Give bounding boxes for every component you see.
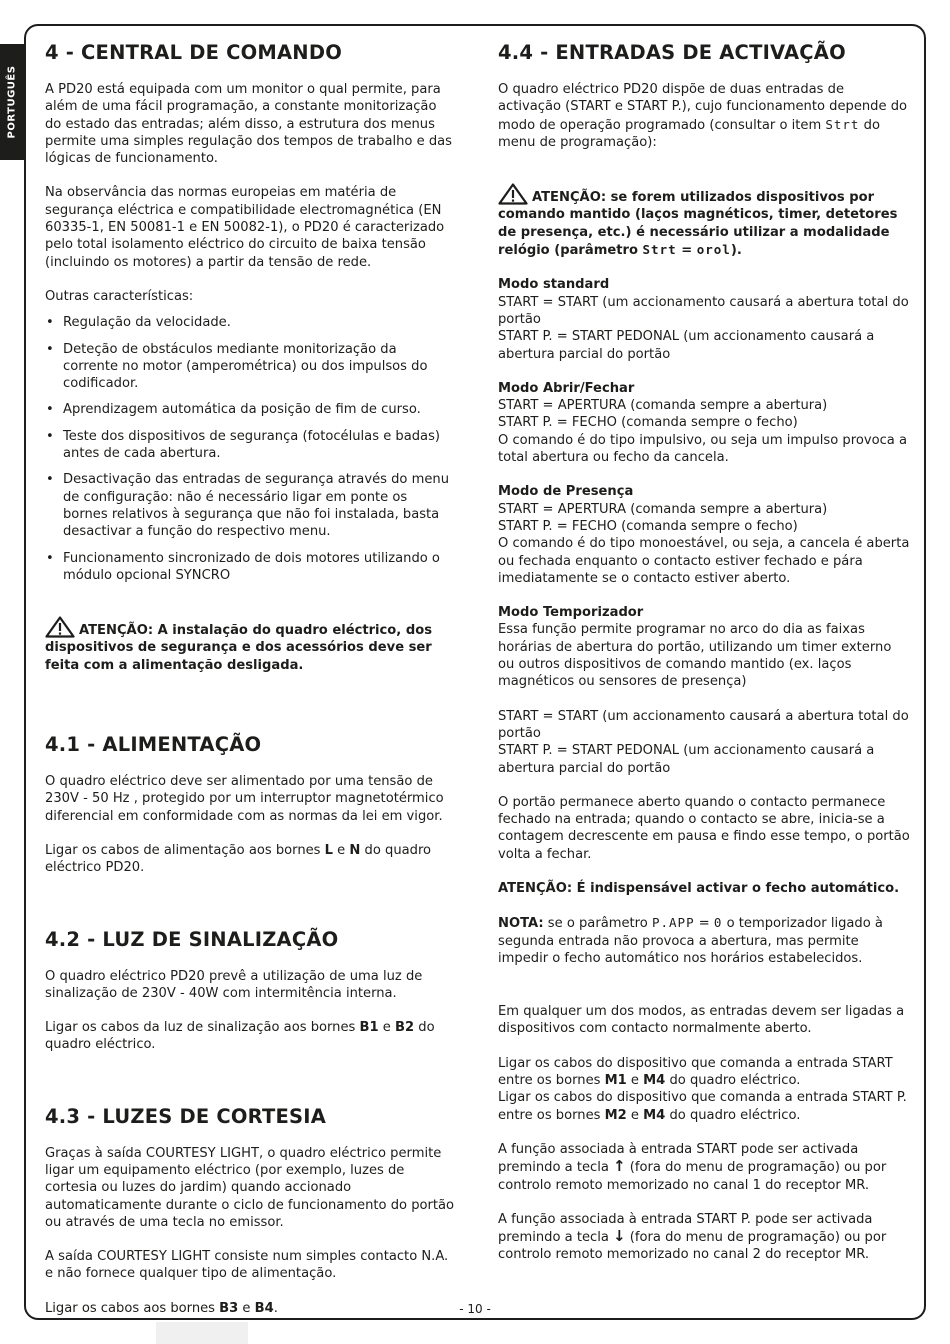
warning-note (45, 616, 455, 674)
terminal-label: M4 (643, 1073, 666, 1089)
section-title-4-4: 4.4 - ENTRADAS DE ACTIVAÇÃO (498, 41, 846, 64)
text: e (378, 1020, 396, 1036)
mode-title: Modo standard (498, 277, 610, 293)
terminal-label: M2 (604, 1107, 627, 1123)
paragraph: Na observância das normas europeias em matéria de segurança eléctrica e compatibilidade electromagnética (EN 60335-1, EN 50081-1 e EN 50082-1), o PD20 é caracterizado pelo total isolamento eléctrico do circuito de baixa tensão (incluindo os motores) a partir da tensão de rede. (45, 185, 445, 270)
terminal-label: M1 (604, 1073, 627, 1089)
terminal-label: B2 (395, 1020, 415, 1036)
paragraph: Essa função permite programar no arco do dia as faixas horárias de abertura do portão, utilizando um timer externo ou outros dispositivos de comando mantido (ex. laços magnéticos ou sensores de presença) (498, 622, 892, 690)
paragraph: START P. = FECHO (comanda sempre o fecho) (498, 415, 798, 431)
display-code: Strt (825, 116, 860, 132)
warning-icon (45, 616, 75, 638)
text: A função associada à entrada START P. pode ser activada premindo a tecla (498, 1211, 873, 1246)
mode-title: Modo Temporizador (498, 605, 644, 621)
text: Ligar os cabos aos bornes (45, 1300, 220, 1316)
paragraph: O portão permanece aberto quando o contacto permanece fechado na entrada; quando o contacto se abre, inicia-se a contagem decrescente em pausa e findo esse tempo, o portão volta a fechar. (498, 794, 910, 862)
paragraph: START = APERTURA (comanda sempre a abertura) (498, 501, 828, 517)
warning-text: ATENÇÃO: É indispensável activar o fecho automático. (498, 880, 900, 896)
terminal-label: L (324, 842, 334, 858)
text: do quadro eléctrico PD20. (45, 842, 432, 876)
arrow-down-icon: ↓ (613, 1227, 626, 1246)
text: o temporizador ligado à segunda entrada não provoca a abertura, mas permite impedir o fecho automático nos horários estabelecidos. (498, 916, 883, 966)
terminal-label: N (349, 842, 361, 858)
page-number: - 10 - (459, 1302, 491, 1316)
paragraph: O quadro eléctrico deve ser alimentado por uma tensão de 230V - 50 Hz , protegido por um interruptor magnetotérmico diferencial em conformidade com as normas da lei em vigor. (45, 774, 444, 824)
paragraph: START P. = START PEDONAL (um accionamento causará a abertura parcial do portão (498, 743, 875, 776)
list-item: • Desactivação das entradas de segurança através do menu de configuração: não é necessário ligar em ponte os bornes relativos à segurança que não foi instalada, basta desactivar a função do respectivo menu. (45, 471, 455, 540)
display-code: 0 (713, 915, 723, 931)
text: . (273, 1300, 278, 1316)
paragraph: A PD20 está equipada com um monitor o qual permite, para além de uma fácil programação, a constante monitorização do estado das entradas; além disso, a estrutura dos menus permite uma simples regulação dos tempos de trabalho e das lógicas de funcionamento. (45, 82, 452, 167)
section-title-4-1: 4.1 - ALIMENTAÇÃO (45, 733, 262, 757)
paragraph: Em qualquer um dos modos, as entradas devem ser ligadas a dispositivos com contacto normalmente aberto. (498, 1004, 905, 1037)
list-item: • Deteção de obstáculos mediante monitorização da corrente no motor (amperométrica) ou dos impulsos do codificador. (45, 341, 455, 393)
paragraph (45, 1019, 455, 1054)
section-title-4-3: 4.3 - LUZES DE CORTESIA (45, 1104, 327, 1128)
left-column (45, 40, 455, 1317)
mode-title: Modo Abrir/Fechar (498, 380, 635, 396)
text: = (694, 916, 714, 932)
note-label: NOTA: (498, 916, 544, 932)
language-tab (0, 44, 24, 160)
display-code: P.APP (651, 915, 695, 931)
text: (fora do menu de programação) ou por controlo remoto memorizado no canal 1 do receptor MR. (498, 1160, 887, 1193)
arrow-up-icon: ↑ (613, 1157, 626, 1176)
text: = (676, 243, 697, 259)
warning-note (498, 183, 910, 259)
text: Ligar os cabos da luz de sinalização aos bornes (45, 1020, 360, 1036)
warning-icon (498, 183, 528, 205)
text: O quadro eléctrico PD20 dispõe de duas entradas de activação (START e START P.), cujo funcionamento depende do modo de operação programado (consultar o item (498, 82, 908, 133)
text: (fora do menu de programação) ou por controlo remoto memorizado no canal 2 do receptor MR. (498, 1230, 887, 1263)
text: do menu de programação): (498, 117, 880, 150)
paragraph (45, 842, 455, 877)
text: se o parâmetro (543, 916, 652, 932)
paragraph: START P. = START PEDONAL (um accionamento causará a abertura parcial do portão (498, 329, 875, 362)
right-column (498, 40, 910, 1264)
text: do quadro eléctrico. (45, 1020, 435, 1053)
paragraph: O comando é do tipo impulsivo, ou seja um impulso provoca a total abertura ou fecho da cancela. (498, 432, 907, 466)
note-paragraph (498, 914, 910, 967)
display-code: Strt (642, 242, 677, 258)
paragraph: START = APERTURA (comanda sempre a abertura) (498, 398, 828, 414)
warning-text: ATENÇÃO: A instalação do quadro eléctrico, dos dispositivos de segurança e dos acessórios deve ser feita com a alimentação desligada. (45, 623, 432, 673)
display-code: orol (696, 242, 731, 258)
text: do quadro eléctrico. (665, 1107, 801, 1123)
text: do quadro eléctrico. (665, 1073, 801, 1089)
text: e (238, 1300, 255, 1316)
paragraph (498, 1211, 910, 1264)
text: Ligar os cabos de alimentação aos bornes (45, 842, 325, 858)
list-item: • Aprendizagem automática da posição de fim de curso. (45, 401, 455, 418)
text: A função associada à entrada START pode ser activada premindo a tecla (498, 1141, 859, 1176)
paragraph (498, 1141, 910, 1194)
paragraph: O quadro eléctrico PD20 prevê a utilização de uma luz de sinalização de 230V - 40W com intermitência interna. (45, 968, 423, 1001)
paragraph: START P. = FECHO (comanda sempre o fecho) (498, 518, 798, 534)
list-item: • Regulação da velocidade. (45, 314, 455, 331)
paragraph: O comando é do tipo monoestável, ou seja, a cancela é aberta ou fechada enquanto o contacto estiver fechado e pára imediatamente se o contacto estiver aberto. (498, 536, 910, 586)
language-label: PORTUGUÊS (6, 65, 18, 139)
terminal-label: B1 (359, 1020, 379, 1036)
paragraph: A saída COURTESY LIGHT consiste num simples contacto N.A. e não fornece qualquer tipo de alimentação. (45, 1249, 449, 1282)
paragraph (498, 1089, 910, 1124)
paragraph: Outras características: (45, 288, 194, 304)
text: ). (730, 243, 742, 259)
warning-text: ATENÇÃO: se forem utilizados dispositivos por comando mantido (laços magnéticos, timer, detetores de presença, etc.) é necessário utilizar a modalidade relógio (parâmetro (498, 190, 898, 259)
text: e (626, 1107, 644, 1123)
paragraph (498, 81, 910, 151)
terminal-label: B3 (219, 1300, 239, 1316)
bottom-tab (156, 1322, 248, 1344)
text: Ligar os cabos do dispositivo que comanda a entrada START P. entre os bornes (498, 1090, 907, 1123)
paragraph: START = START (um accionamento causará a abertura total do portão (498, 708, 909, 741)
text: e (626, 1073, 644, 1089)
section-title-4-2: 4.2 - LUZ DE SINALIZAÇÃO (45, 927, 339, 951)
features-list (45, 314, 455, 584)
terminal-label: B4 (254, 1300, 274, 1316)
list-item: • Teste dos dispositivos de segurança (fotocélulas e badas) antes de cada abertura. (45, 428, 455, 463)
text: e (333, 842, 350, 858)
terminal-label: M4 (643, 1107, 666, 1123)
mode-title: Modo de Presença (498, 484, 634, 500)
section-title-4: 4 - CENTRAL DE COMANDO (45, 41, 342, 64)
list-item: • Funcionamento sincronizado de dois motores utilizando o módulo opcional SYNCRO (45, 550, 455, 585)
paragraph: START = START (um accionamento causará a abertura total do portão (498, 294, 909, 327)
paragraph: Graças à saída COURTESY LIGHT, o quadro eléctrico permite ligar um equipamento eléctrico (por exemplo, luzes de cortesia ou luzes do jardim) quando accionado automaticamente durante o ciclo de funcionamento do portão ou através de uma tecla no emissor. (45, 1145, 455, 1230)
text: Ligar os cabos do dispositivo que comanda a entrada START entre os bornes (498, 1055, 893, 1089)
paragraph (498, 1055, 910, 1090)
